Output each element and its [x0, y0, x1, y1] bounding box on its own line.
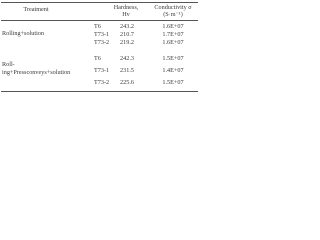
conductivity-cell: 1.7E+07: [162, 31, 184, 38]
header-hardness-line1: Hardness,: [113, 4, 139, 11]
header-treatment: Treatment: [23, 6, 49, 13]
state-cell: T73-2: [94, 79, 110, 86]
header-rule: [1, 20, 198, 21]
state-cell: T6: [94, 23, 101, 30]
header-hardness-line2: Hv: [122, 11, 130, 18]
hardness-cell: 219.2: [120, 39, 134, 46]
hardness-cell: 231.5: [120, 67, 134, 74]
header-conductivity-line1: Conductivity σ: [154, 4, 192, 11]
conductivity-cell: 1.6E+07: [162, 23, 184, 30]
group-name-line1: Roll-: [2, 61, 15, 68]
hardness-cell: 225.6: [120, 79, 134, 86]
hardness-cell: 210.7: [120, 31, 134, 38]
group-name: Rolling+solution: [2, 30, 44, 37]
conductivity-cell: 1.4E+07: [162, 67, 184, 74]
bottom-rule: [1, 91, 198, 92]
conductivity-cell: 1.5E+07: [162, 55, 184, 62]
state-cell: T73-1: [94, 67, 110, 74]
conductivity-cell: 1.6E+07: [162, 39, 184, 46]
hardness-cell: 242.3: [120, 55, 134, 62]
state-cell: T73-1: [94, 31, 110, 38]
conductivity-cell: 1.5E+07: [162, 79, 184, 86]
hardness-cell: 243.2: [120, 23, 134, 30]
group-name-line2: ing+Pressconveys+solution: [2, 69, 71, 76]
state-cell: T73-2: [94, 39, 110, 46]
state-cell: T6: [94, 55, 101, 62]
header-conductivity-line2: (S·m⁻¹): [163, 11, 183, 18]
top-rule: [1, 2, 198, 3]
